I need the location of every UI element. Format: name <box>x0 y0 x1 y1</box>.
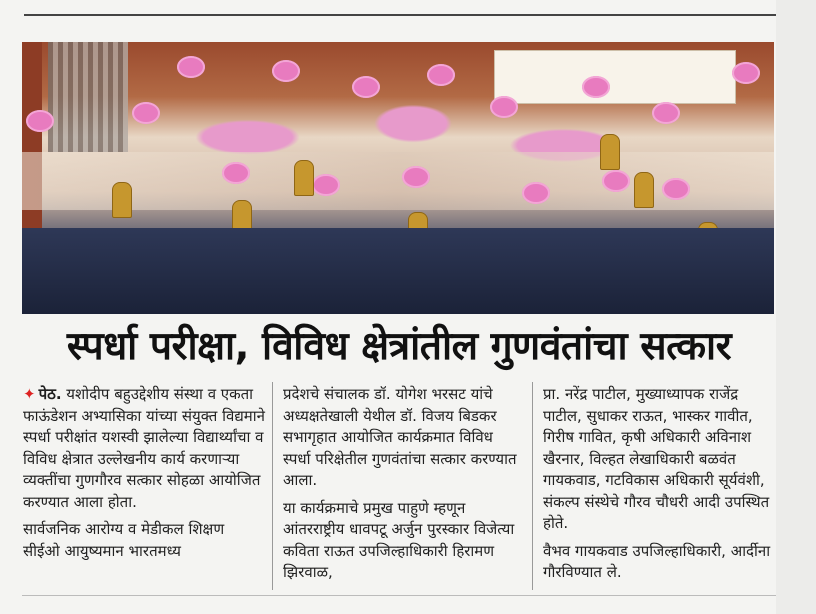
paragraph-text: यशोदीप बहुउद्देशीय संस्था व एकता फाऊंडेशन अभ्यासिका यांच्या संयुक्त विद्यमाने स्पर्धा परीक्षांत यशस्वी झालेल्या विद्यार्थ्यांचा व विविध क्षेत्रात उल्लेखनीय कार्य करणाऱ्या व्यक्तींचा गुणगौरव सत्कार सोहळा आयोजित करण्यात आला होता. <box>23 385 265 511</box>
turban <box>402 166 430 188</box>
curtain <box>48 42 128 152</box>
trophy <box>634 172 654 208</box>
trophy <box>294 160 314 196</box>
article-paragraph: सार्वजनिक आरोग्य व मेडीकल शिक्षण सीईओ आयुष्यमान भारतमध्य <box>23 520 225 560</box>
article-paragraph: वैभव गायकवाड उपजिल्हाधिकारी, आर्दीना गौरविण्यात ले. <box>543 541 771 581</box>
turban <box>582 76 610 98</box>
turban <box>490 96 518 118</box>
turban <box>272 60 300 82</box>
trophy <box>600 134 620 170</box>
star-bullet-icon: ✦ <box>23 385 36 403</box>
column-divider <box>532 382 533 590</box>
article-paragraph: या कार्यक्रमाचे प्रमुख पाहुणे म्हणून आंतरराष्ट्रीय धावपटू अर्जुन पुरस्कार विजेत्या कविता राऊत उपजिल्हाधिकारी हिरामण झिरवाळ, <box>283 498 515 581</box>
turban <box>652 102 680 124</box>
article-paragraph <box>23 384 265 513</box>
page-edge <box>776 0 816 614</box>
turban <box>222 162 250 184</box>
bottom-rule <box>22 595 778 596</box>
article-column-3 <box>543 384 778 590</box>
trophy <box>112 182 132 218</box>
turban <box>177 56 205 78</box>
front-row-students <box>22 228 774 314</box>
article-column-2 <box>283 384 525 590</box>
turban <box>132 102 160 124</box>
article-headline: स्पर्धा परीक्षा, विविध क्षेत्रांतील गुणवंतांचा सत्कार <box>66 324 732 369</box>
column-divider <box>272 382 273 590</box>
turban <box>732 62 760 84</box>
guests-row <box>22 152 774 210</box>
turban <box>312 174 340 196</box>
article-paragraph: प्रा. नरेंद्र पाटील, मुख्याध्यापक राजेंद्र पाटील, सुधाकर राऊत, भास्कर गावीत, गिरीष गावित, कृषी अधिकारी अविनाश खैरनार, विल्हत लेखाधिकारी बळवंत गायकवाड, गटविकास अधिकारी सूर्यवंशी, संकल्प संस्थेचे गौरव चौधरी आदी उपस्थित होते. <box>543 385 770 532</box>
stage-banner <box>494 50 736 104</box>
turban <box>352 76 380 98</box>
award-ceremony-photo <box>22 42 774 314</box>
turban <box>662 178 690 200</box>
article-column-1 <box>23 384 265 568</box>
turban <box>522 182 550 204</box>
article-paragraph: प्रदेशचे संचालक डॉ. योगेश भरसट यांचे अध्यक्षतेखाली येथील डॉ. विजय बिडकर सभागृहात आयोजित कार्यक्रमात विविध स्पर्धा परिक्षेतील गुणवंतांचा सत्कार करण्यात आला. <box>283 385 517 489</box>
dateline: पेठ. <box>38 385 62 403</box>
turban <box>26 110 54 132</box>
turban <box>602 170 630 192</box>
turban <box>427 64 455 86</box>
top-rule <box>24 14 778 16</box>
